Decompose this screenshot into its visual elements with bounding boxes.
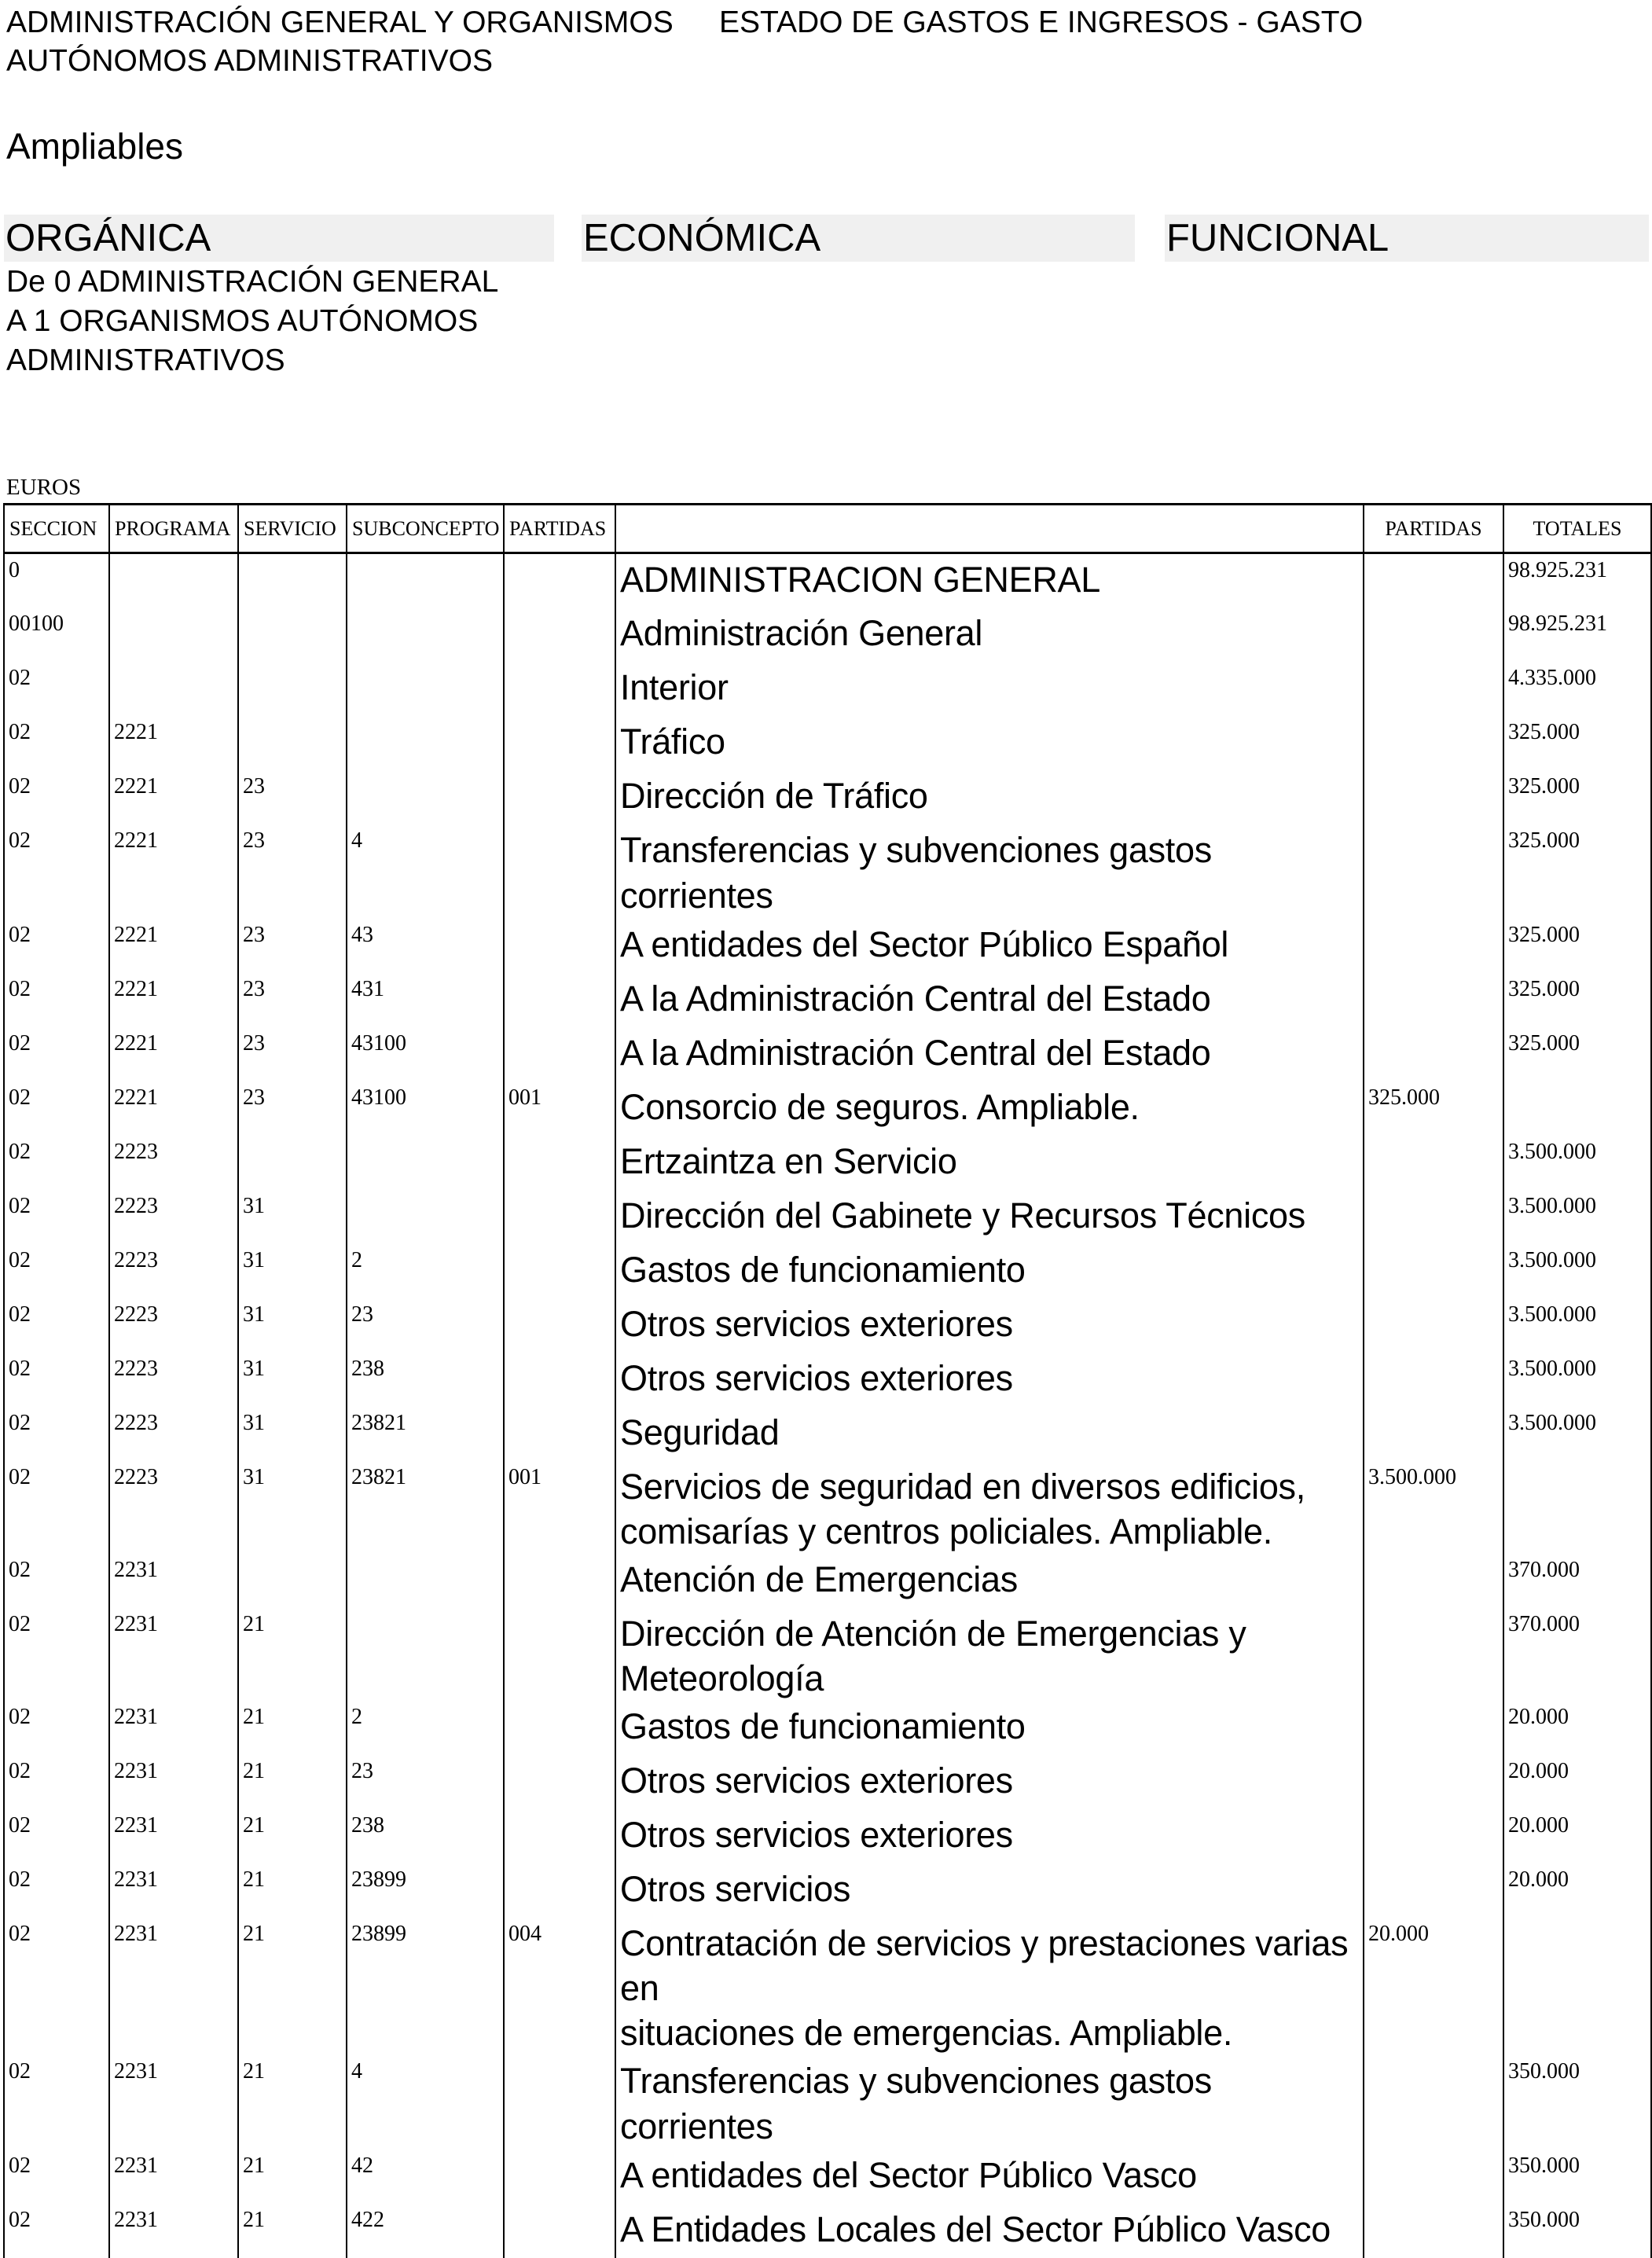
cell-programa: 2231 bbox=[109, 1608, 238, 1701]
cell-totales: 325.000 bbox=[1503, 770, 1651, 824]
range-to-line2: ADMINISTRATIVOS bbox=[6, 343, 285, 377]
cell-partidas-amount bbox=[1364, 1863, 1503, 1918]
cell-description bbox=[615, 716, 1364, 770]
cell-seccion: 02 bbox=[4, 2150, 109, 2204]
cell-seccion: 02 bbox=[4, 1244, 109, 1298]
cell-servicio: 31 bbox=[238, 1190, 347, 1244]
col-header-totales: TOTALES bbox=[1503, 505, 1651, 553]
cell-servicio: 31 bbox=[238, 1353, 347, 1407]
cell-programa bbox=[109, 553, 238, 608]
cell-description bbox=[615, 1809, 1364, 1863]
cell-partidas-amount bbox=[1364, 2204, 1503, 2258]
cell-seccion: 02 bbox=[4, 1918, 109, 2055]
cell-subconcepto: 23821 bbox=[347, 1407, 504, 1461]
cell-partida-code bbox=[504, 1407, 615, 1461]
cell-totales: 325.000 bbox=[1503, 1027, 1651, 1081]
cell-totales: 325.000 bbox=[1503, 973, 1651, 1027]
cell-description bbox=[615, 2150, 1364, 2204]
cell-totales: 350.000 bbox=[1503, 2204, 1651, 2258]
cell-seccion: 02 bbox=[4, 662, 109, 716]
cell-seccion: 02 bbox=[4, 770, 109, 824]
cell-seccion: 02 bbox=[4, 2055, 109, 2150]
cell-servicio: 31 bbox=[238, 1298, 347, 1353]
cell-subconcepto: 431 bbox=[347, 973, 504, 1027]
cell-partida-code bbox=[504, 1298, 615, 1353]
table-row bbox=[4, 1863, 1651, 1918]
table-row bbox=[4, 1298, 1651, 1353]
cell-subconcepto: 422 bbox=[347, 2204, 504, 2258]
cell-servicio: 21 bbox=[238, 2204, 347, 2258]
cell-seccion: 02 bbox=[4, 919, 109, 973]
cell-totales: 325.000 bbox=[1503, 824, 1651, 919]
cell-seccion: 02 bbox=[4, 1353, 109, 1407]
cell-subconcepto: 43100 bbox=[347, 1081, 504, 1136]
cell-partida-code bbox=[504, 824, 615, 919]
cell-subconcepto: 42 bbox=[347, 2150, 504, 2204]
table-row bbox=[4, 1136, 1651, 1190]
cell-seccion: 02 bbox=[4, 1190, 109, 1244]
description-line: Otros servicios bbox=[620, 1868, 851, 1909]
cell-programa: 2231 bbox=[109, 1701, 238, 1755]
cell-totales: 3.500.000 bbox=[1503, 1407, 1651, 1461]
cell-servicio bbox=[238, 716, 347, 770]
cell-totales: 20.000 bbox=[1503, 1755, 1651, 1809]
description-line: Tráfico bbox=[620, 721, 725, 762]
cell-programa: 2231 bbox=[109, 2055, 238, 2150]
cell-programa: 2221 bbox=[109, 973, 238, 1027]
cell-partidas-amount bbox=[1364, 1298, 1503, 1353]
cell-servicio: 23 bbox=[238, 770, 347, 824]
cell-totales: 370.000 bbox=[1503, 1554, 1651, 1608]
cell-servicio: 23 bbox=[238, 1027, 347, 1081]
cell-subconcepto: 4 bbox=[347, 2055, 504, 2150]
description-line: Transferencias y subvenciones gastos corrientes bbox=[620, 2060, 1212, 2146]
cell-totales: 98.925.231 bbox=[1503, 608, 1651, 662]
cell-totales bbox=[1503, 1461, 1651, 1554]
cell-description bbox=[615, 1027, 1364, 1081]
cell-programa: 2223 bbox=[109, 1136, 238, 1190]
cell-servicio: 21 bbox=[238, 1608, 347, 1701]
cell-description bbox=[615, 608, 1364, 662]
description-line: Dirección de Tráfico bbox=[620, 775, 928, 816]
cell-description bbox=[615, 662, 1364, 716]
cell-partida-code bbox=[504, 2150, 615, 2204]
cell-subconcepto: 23899 bbox=[347, 1863, 504, 1918]
cell-totales: 370.000 bbox=[1503, 1608, 1651, 1701]
cell-subconcepto: 238 bbox=[347, 1353, 504, 1407]
table-row bbox=[4, 919, 1651, 973]
table-row bbox=[4, 662, 1651, 716]
cell-totales: 20.000 bbox=[1503, 1863, 1651, 1918]
description-line-2: Meteorología bbox=[620, 1658, 824, 1698]
description-line: Otros servicios exteriores bbox=[620, 1303, 1013, 1344]
cell-subconcepto bbox=[347, 1136, 504, 1190]
cell-programa: 2223 bbox=[109, 1298, 238, 1353]
cell-partidas-amount bbox=[1364, 2150, 1503, 2204]
cell-description bbox=[615, 1608, 1364, 1701]
cell-partida-code bbox=[504, 1353, 615, 1407]
table-row bbox=[4, 1353, 1651, 1407]
description-line: Otros servicios exteriores bbox=[620, 1760, 1013, 1801]
cell-servicio bbox=[238, 608, 347, 662]
cell-servicio: 31 bbox=[238, 1407, 347, 1461]
description-line: Otros servicios exteriores bbox=[620, 1357, 1013, 1398]
currency-label: EUROS bbox=[6, 475, 82, 500]
cell-description bbox=[615, 1554, 1364, 1608]
cell-seccion: 02 bbox=[4, 1298, 109, 1353]
table-row bbox=[4, 2150, 1651, 2204]
table-header-row bbox=[4, 505, 1651, 553]
col-header-partidas-amount: PARTIDAS bbox=[1364, 505, 1503, 553]
cell-description bbox=[615, 1298, 1364, 1353]
cell-programa: 2223 bbox=[109, 1244, 238, 1298]
table-row bbox=[4, 1244, 1651, 1298]
cell-partida-code bbox=[504, 1809, 615, 1863]
cell-subconcepto: 2 bbox=[347, 1244, 504, 1298]
cell-seccion: 02 bbox=[4, 1863, 109, 1918]
cell-servicio: 31 bbox=[238, 1461, 347, 1554]
cell-servicio: 21 bbox=[238, 1918, 347, 2055]
cell-description bbox=[615, 919, 1364, 973]
cell-description bbox=[615, 1863, 1364, 1918]
cell-description bbox=[615, 2204, 1364, 2258]
description-line: A Entidades Locales del Sector Público Vasco bbox=[620, 2208, 1331, 2249]
cell-subconcepto: 23 bbox=[347, 1755, 504, 1809]
cell-servicio bbox=[238, 1136, 347, 1190]
cell-partida-code bbox=[504, 919, 615, 973]
cell-description bbox=[615, 1190, 1364, 1244]
cell-partidas-amount bbox=[1364, 1190, 1503, 1244]
cell-seccion: 0 bbox=[4, 553, 109, 608]
cell-seccion: 02 bbox=[4, 1027, 109, 1081]
cell-subconcepto: 4 bbox=[347, 824, 504, 919]
cell-partida-code bbox=[504, 1701, 615, 1755]
col-header-description bbox=[615, 505, 1364, 553]
description-line: Interior bbox=[620, 666, 729, 707]
description-line: A la Administración Central del Estado bbox=[620, 1032, 1211, 1073]
cell-partidas-amount bbox=[1364, 1608, 1503, 1701]
cell-servicio: 23 bbox=[238, 1081, 347, 1136]
cell-description bbox=[615, 1701, 1364, 1755]
cell-subconcepto bbox=[347, 1190, 504, 1244]
cell-subconcepto: 2 bbox=[347, 1701, 504, 1755]
cell-subconcepto: 23 bbox=[347, 1298, 504, 1353]
cell-description bbox=[615, 553, 1364, 608]
cell-partidas-amount bbox=[1364, 1809, 1503, 1863]
table-row bbox=[4, 824, 1651, 919]
cell-servicio: 21 bbox=[238, 1755, 347, 1809]
cell-totales: 3.500.000 bbox=[1503, 1298, 1651, 1353]
cell-totales: 350.000 bbox=[1503, 2150, 1651, 2204]
description-line: Administración General bbox=[620, 612, 983, 653]
cell-seccion: 02 bbox=[4, 1809, 109, 1863]
cell-partida-code: 001 bbox=[504, 1461, 615, 1554]
cell-subconcepto: 238 bbox=[347, 1809, 504, 1863]
cell-seccion: 02 bbox=[4, 1407, 109, 1461]
description-line: ADMINISTRACION GENERAL bbox=[620, 560, 1100, 600]
cell-partidas-amount bbox=[1364, 770, 1503, 824]
cell-subconcepto bbox=[347, 1608, 504, 1701]
cell-subconcepto bbox=[347, 553, 504, 608]
cell-seccion: 02 bbox=[4, 1608, 109, 1701]
cell-partidas-amount bbox=[1364, 1407, 1503, 1461]
cell-partidas-amount: 3.500.000 bbox=[1364, 1461, 1503, 1554]
table-row bbox=[4, 1554, 1651, 1608]
description-line: A entidades del Sector Público Español bbox=[620, 923, 1229, 964]
cell-programa bbox=[109, 608, 238, 662]
table-row bbox=[4, 553, 1651, 608]
cell-partida-code bbox=[504, 973, 615, 1027]
cell-partidas-amount bbox=[1364, 1755, 1503, 1809]
report-subtitle: Ampliables bbox=[6, 126, 183, 167]
cell-servicio: 21 bbox=[238, 2150, 347, 2204]
cell-subconcepto: 43100 bbox=[347, 1027, 504, 1081]
cell-partida-code bbox=[504, 1244, 615, 1298]
description-line-2: situaciones de emergencias. Ampliable. bbox=[620, 2012, 1233, 2053]
cell-description bbox=[615, 1755, 1364, 1809]
table-body bbox=[4, 553, 1651, 2258]
cell-description bbox=[615, 1461, 1364, 1554]
table-row bbox=[4, 1027, 1651, 1081]
description-line: Consorcio de seguros. Ampliable. bbox=[620, 1086, 1140, 1127]
cell-seccion: 02 bbox=[4, 1136, 109, 1190]
cell-partidas-amount: 325.000 bbox=[1364, 1081, 1503, 1136]
cell-partida-code bbox=[504, 1608, 615, 1701]
cell-partidas-amount bbox=[1364, 553, 1503, 608]
cell-programa: 2231 bbox=[109, 1809, 238, 1863]
report-title: ESTADO DE GASTOS E INGRESOS - GASTO bbox=[719, 6, 1364, 39]
cell-programa: 2223 bbox=[109, 1407, 238, 1461]
cell-seccion: 00100 bbox=[4, 608, 109, 662]
entity-title-line2: AUTÓNOMOS ADMINISTRATIVOS bbox=[6, 44, 493, 78]
band-organica: ORGÁNICA bbox=[4, 215, 554, 262]
cell-description bbox=[615, 1136, 1364, 1190]
cell-servicio bbox=[238, 553, 347, 608]
cell-programa: 2221 bbox=[109, 770, 238, 824]
cell-totales: 20.000 bbox=[1503, 1701, 1651, 1755]
table-row bbox=[4, 1461, 1651, 1554]
table-row bbox=[4, 1918, 1651, 2055]
cell-totales: 350.000 bbox=[1503, 2055, 1651, 2150]
description-line: Gastos de funcionamiento bbox=[620, 1249, 1026, 1290]
cell-programa: 2231 bbox=[109, 1554, 238, 1608]
entity-title-line1: ADMINISTRACIÓN GENERAL Y ORGANISMOS bbox=[6, 6, 674, 39]
cell-programa: 2221 bbox=[109, 716, 238, 770]
cell-totales bbox=[1503, 1081, 1651, 1136]
cell-totales: 20.000 bbox=[1503, 1809, 1651, 1863]
cell-subconcepto bbox=[347, 1554, 504, 1608]
cell-programa: 2223 bbox=[109, 1461, 238, 1554]
cell-partidas-amount bbox=[1364, 1554, 1503, 1608]
cell-partida-code bbox=[504, 716, 615, 770]
cell-seccion: 02 bbox=[4, 1554, 109, 1608]
cell-partida-code bbox=[504, 2204, 615, 2258]
cell-programa: 2231 bbox=[109, 2204, 238, 2258]
col-header-partida-code: PARTIDAS bbox=[504, 505, 615, 553]
cell-seccion: 02 bbox=[4, 973, 109, 1027]
cell-totales: 3.500.000 bbox=[1503, 1244, 1651, 1298]
description-line: Contratación de servicios y prestaciones varias en bbox=[620, 1922, 1349, 2008]
cell-partida-code bbox=[504, 1190, 615, 1244]
description-line: Servicios de seguridad en diversos edificios, bbox=[620, 1466, 1305, 1507]
description-line: A entidades del Sector Público Vasco bbox=[620, 2154, 1197, 2195]
cell-description bbox=[615, 1244, 1364, 1298]
cell-servicio: 31 bbox=[238, 1244, 347, 1298]
range-from: De 0 ADMINISTRACIÓN GENERAL bbox=[6, 265, 499, 299]
cell-totales: 98.925.231 bbox=[1503, 553, 1651, 608]
description-line: Otros servicios exteriores bbox=[620, 1814, 1013, 1855]
col-header-seccion: SECCION bbox=[4, 505, 109, 553]
cell-partida-code bbox=[504, 1136, 615, 1190]
cell-totales: 3.500.000 bbox=[1503, 1353, 1651, 1407]
table-row bbox=[4, 1608, 1651, 1701]
cell-partida-code bbox=[504, 770, 615, 824]
cell-partidas-amount bbox=[1364, 824, 1503, 919]
cell-partida-code bbox=[504, 608, 615, 662]
cell-partidas-amount bbox=[1364, 1701, 1503, 1755]
cell-description bbox=[615, 1081, 1364, 1136]
col-header-subconcepto: SUBCONCEPTO bbox=[347, 505, 504, 553]
cell-partida-code bbox=[504, 662, 615, 716]
cell-seccion: 02 bbox=[4, 1701, 109, 1755]
cell-programa: 2231 bbox=[109, 1755, 238, 1809]
cell-servicio: 23 bbox=[238, 973, 347, 1027]
cell-partida-code bbox=[504, 1863, 615, 1918]
cell-programa: 2231 bbox=[109, 1863, 238, 1918]
cell-subconcepto: 23899 bbox=[347, 1918, 504, 2055]
table-row bbox=[4, 1809, 1651, 1863]
cell-seccion: 02 bbox=[4, 2204, 109, 2258]
cell-servicio: 21 bbox=[238, 1701, 347, 1755]
cell-partida-code bbox=[504, 1755, 615, 1809]
cell-description bbox=[615, 973, 1364, 1027]
table-row bbox=[4, 973, 1651, 1027]
cell-subconcepto bbox=[347, 770, 504, 824]
cell-description bbox=[615, 1918, 1364, 2055]
cell-totales: 325.000 bbox=[1503, 716, 1651, 770]
cell-subconcepto bbox=[347, 716, 504, 770]
cell-programa bbox=[109, 662, 238, 716]
description-line: Seguridad bbox=[620, 1412, 780, 1452]
cell-partidas-amount bbox=[1364, 1136, 1503, 1190]
cell-seccion: 02 bbox=[4, 824, 109, 919]
cell-partida-code bbox=[504, 1554, 615, 1608]
col-header-programa: PROGRAMA bbox=[109, 505, 238, 553]
cell-servicio bbox=[238, 1554, 347, 1608]
cell-programa: 2221 bbox=[109, 1027, 238, 1081]
cell-partidas-amount bbox=[1364, 716, 1503, 770]
table-row bbox=[4, 1407, 1651, 1461]
table-row bbox=[4, 770, 1651, 824]
table-row bbox=[4, 1701, 1651, 1755]
cell-seccion: 02 bbox=[4, 1755, 109, 1809]
cell-partidas-amount: 20.000 bbox=[1364, 1918, 1503, 2055]
cell-programa: 2221 bbox=[109, 824, 238, 919]
cell-totales: 4.335.000 bbox=[1503, 662, 1651, 716]
cell-totales: 325.000 bbox=[1503, 919, 1651, 973]
description-line: A la Administración Central del Estado bbox=[620, 978, 1211, 1019]
cell-totales: 3.500.000 bbox=[1503, 1136, 1651, 1190]
description-line: Transferencias y subvenciones gastos corrientes bbox=[620, 829, 1212, 916]
cell-totales bbox=[1503, 1918, 1651, 2055]
cell-servicio: 23 bbox=[238, 824, 347, 919]
description-line: Dirección de Atención de Emergencias y bbox=[620, 1613, 1246, 1654]
cell-description bbox=[615, 770, 1364, 824]
cell-subconcepto bbox=[347, 608, 504, 662]
cell-partidas-amount bbox=[1364, 662, 1503, 716]
cell-seccion: 02 bbox=[4, 1081, 109, 1136]
cell-servicio: 21 bbox=[238, 2055, 347, 2150]
cell-subconcepto: 43 bbox=[347, 919, 504, 973]
band-economica: ECONÓMICA bbox=[582, 215, 1135, 262]
table-row bbox=[4, 1190, 1651, 1244]
cell-subconcepto: 23821 bbox=[347, 1461, 504, 1554]
table-row bbox=[4, 716, 1651, 770]
cell-programa: 2223 bbox=[109, 1190, 238, 1244]
cell-partida-code: 004 bbox=[504, 1918, 615, 2055]
cell-partidas-amount bbox=[1364, 1244, 1503, 1298]
cell-servicio: 23 bbox=[238, 919, 347, 973]
table-row bbox=[4, 1755, 1651, 1809]
cell-partida-code bbox=[504, 553, 615, 608]
cell-totales: 3.500.000 bbox=[1503, 1190, 1651, 1244]
description-line: Gastos de funcionamiento bbox=[620, 1705, 1026, 1746]
description-line: Ertzaintza en Servicio bbox=[620, 1140, 957, 1181]
cell-partidas-amount bbox=[1364, 608, 1503, 662]
cell-servicio: 21 bbox=[238, 1863, 347, 1918]
cell-partidas-amount bbox=[1364, 1027, 1503, 1081]
cell-programa: 2223 bbox=[109, 1353, 238, 1407]
budget-table bbox=[3, 503, 1652, 2258]
band-funcional: FUNCIONAL bbox=[1165, 215, 1649, 262]
cell-subconcepto bbox=[347, 662, 504, 716]
table-row bbox=[4, 608, 1651, 662]
cell-description bbox=[615, 1353, 1364, 1407]
cell-description bbox=[615, 1407, 1364, 1461]
col-header-servicio: SERVICIO bbox=[238, 505, 347, 553]
cell-programa: 2221 bbox=[109, 919, 238, 973]
cell-programa: 2221 bbox=[109, 1081, 238, 1136]
cell-programa: 2231 bbox=[109, 2150, 238, 2204]
cell-programa: 2231 bbox=[109, 1918, 238, 2055]
description-line: Atención de Emergencias bbox=[620, 1559, 1018, 1599]
description-line: Dirección del Gabinete y Recursos Técnicos bbox=[620, 1195, 1305, 1235]
table-row bbox=[4, 2204, 1651, 2258]
cell-description bbox=[615, 824, 1364, 919]
entity-title bbox=[6, 3, 698, 80]
cell-seccion: 02 bbox=[4, 1461, 109, 1554]
cell-partidas-amount bbox=[1364, 919, 1503, 973]
cell-servicio: 21 bbox=[238, 1809, 347, 1863]
cell-partida-code bbox=[504, 1027, 615, 1081]
description-line-2: comisarías y centros policiales. Ampliable. bbox=[620, 1511, 1272, 1551]
table-row bbox=[4, 1081, 1651, 1136]
cell-partidas-amount bbox=[1364, 973, 1503, 1027]
cell-seccion: 02 bbox=[4, 716, 109, 770]
organic-range bbox=[6, 263, 498, 380]
cell-partidas-amount bbox=[1364, 1353, 1503, 1407]
cell-partida-code: 001 bbox=[504, 1081, 615, 1136]
range-to-line1: A 1 ORGANISMOS AUTÓNOMOS bbox=[6, 304, 479, 338]
cell-servicio bbox=[238, 662, 347, 716]
